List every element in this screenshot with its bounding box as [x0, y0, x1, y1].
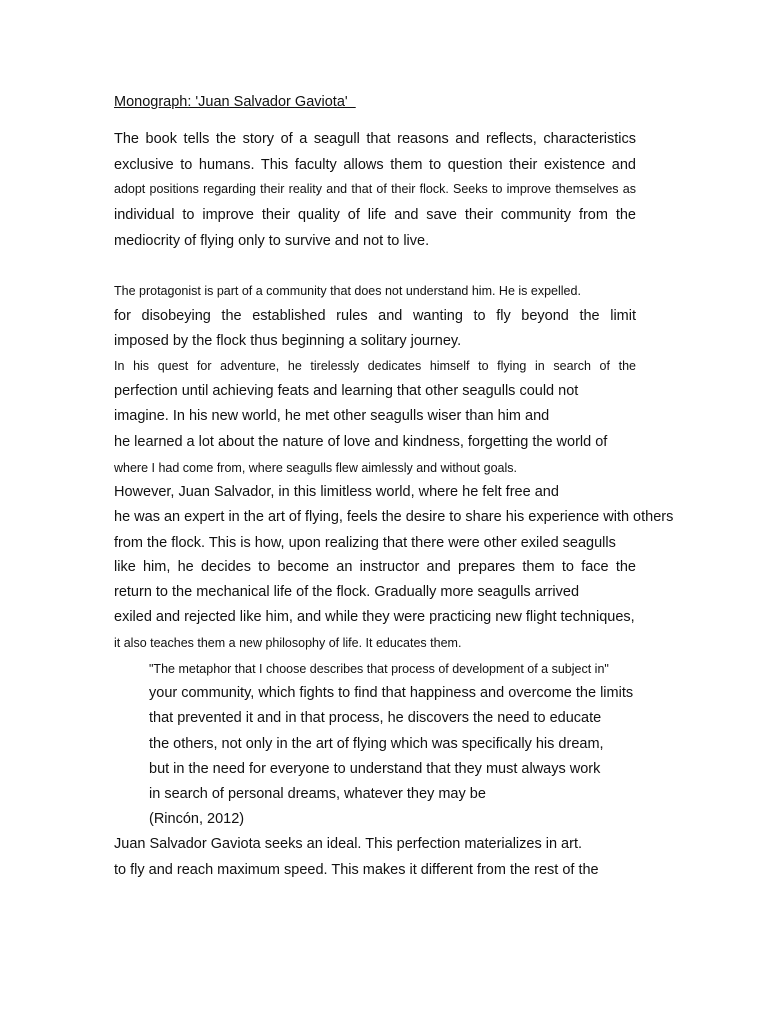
text-line: adopt positions regarding their reality and that of their flock. Seeks to improve themselves as [114, 182, 636, 196]
text-line: like him, he decides to become an instructor and prepares them to face the [114, 559, 636, 575]
text-line: imagine. In his new world, he met other seagulls wiser than him and [114, 408, 550, 424]
text-line: The book tells the story of a seagull that reasons and reflects, characteristics [114, 131, 636, 147]
text-line: In his quest for adventure, he tirelessly dedicates himself to flying in search of the [114, 359, 636, 373]
text-line: he learned a lot about the nature of love and kindness, forgetting the world of [114, 434, 608, 450]
text-line: Juan Salvador Gaviota seeks an ideal. This perfection materializes in art. [114, 836, 583, 852]
text-line: perfection until achieving feats and learning that other seagulls could not [114, 383, 579, 399]
quote-line: your community, which fights to find that happiness and overcome the limits [149, 685, 634, 701]
text-line: return to the mechanical life of the flock. Gradually more seagulls arrived [114, 584, 580, 600]
text-line: where I had come from, where seagulls flew aimlessly and without goals. [114, 461, 517, 475]
text-line: exclusive to humans. This faculty allows them to question their existence and [114, 157, 636, 173]
document-title: Monograph: 'Juan Salvador Gaviota' [114, 94, 356, 110]
text-line: he was an expert in the art of flying, feels the desire to share his experience with others [114, 509, 674, 525]
quote-line: the others, not only in the art of flying which was specifically his dream, [149, 736, 604, 752]
text-line: imposed by the flock thus beginning a solitary journey. [114, 333, 462, 349]
text-line: exiled and rejected like him, and while they were practicing new flight techniques, [114, 609, 635, 625]
text-line: it also teaches them a new philosophy of life. It educates them. [114, 636, 462, 650]
quote-line: but in the need for everyone to understand that they must always work [149, 761, 601, 777]
text-line: However, Juan Salvador, in this limitless world, where he felt free and [114, 484, 559, 500]
quote-line: "The metaphor that I choose describes that process of development of a subject in" [149, 662, 609, 676]
text-line: individual to improve their quality of life and save their community from the [114, 207, 636, 223]
text-line: to fly and reach maximum speed. This makes it different from the rest of the [114, 862, 599, 878]
quote-line: in search of personal dreams, whatever they may be [149, 786, 486, 802]
text-line: for disobeying the established rules and wanting to fly beyond the limit [114, 308, 636, 324]
quote-citation: (Rincón, 2012) [149, 811, 245, 827]
text-line: from the flock. This is how, upon realizing that there were other exiled seagulls [114, 535, 616, 551]
text-line: mediocrity of flying only to survive and not to live. [114, 233, 430, 249]
quote-line: that prevented it and in that process, he discovers the need to educate [149, 710, 602, 726]
text-line: The protagonist is part of a community that does not understand him. He is expelled. [114, 284, 581, 298]
